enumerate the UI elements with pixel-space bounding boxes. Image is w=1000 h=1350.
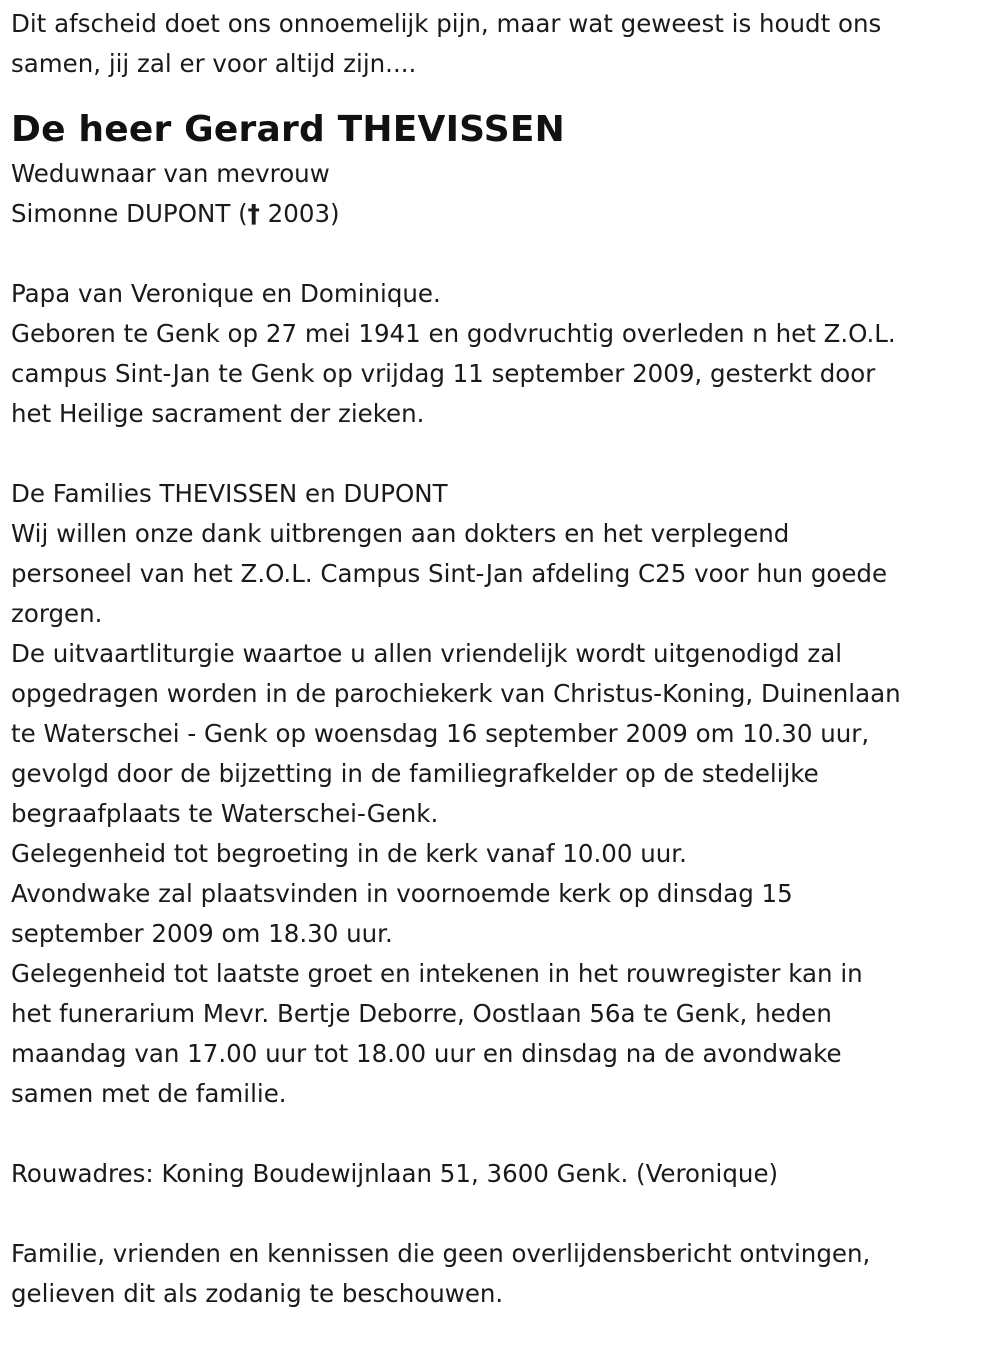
intro-line: Dit afscheid doet ons onnoemelijk pijn, maar wat geweest is houdt ons: [11, 9, 882, 38]
bio-line: Geboren te Genk op 27 mei 1941 en godvruchtig overleden n het Z.O.L.: [11, 319, 896, 348]
families-line: het funerarium Mevr. Bertje Deborre, Oostlaan 56a te Genk, heden: [11, 999, 832, 1028]
spouse-suffix: 2003): [259, 199, 340, 228]
spacer: [11, 1194, 990, 1234]
families-line: zorgen.: [11, 599, 103, 628]
spacer: [11, 434, 990, 474]
bio-line: campus Sint-Jan te Genk op vrijdag 11 september 2009, gesterkt door: [11, 359, 876, 388]
bio-line: Papa van Veronique en Dominique.: [11, 279, 441, 308]
bio-line: het Heilige sacrament der zieken.: [11, 399, 425, 428]
families-section: [11, 474, 990, 1114]
families-line: Wij willen onze dank uitbrengen aan dokters en het verplegend: [11, 519, 790, 548]
families-line: Gelegenheid tot begroeting in de kerk vanaf 10.00 uur.: [11, 839, 687, 868]
families-line: maandag van 17.00 uur tot 18.00 uur en dinsdag na de avondwake: [11, 1039, 842, 1068]
cross-icon: †: [247, 199, 260, 228]
families-line: De Families THEVISSEN en DUPONT: [11, 479, 448, 508]
spacer: [11, 234, 990, 274]
closing-line: gelieven dit als zodanig te beschouwen.: [11, 1279, 504, 1308]
families-line: samen met de familie.: [11, 1079, 287, 1108]
families-line: september 2009 om 18.30 uur.: [11, 919, 393, 948]
families-line: te Waterschei - Genk op woensdag 16 september 2009 om 10.30 uur,: [11, 719, 870, 748]
intro-quote: [11, 4, 990, 84]
spouse-prefix: Simonne DUPONT (: [11, 199, 248, 228]
families-line: Gelegenheid tot laatste groet en intekenen in het rouwregister kan in: [11, 959, 863, 988]
closing-line: Familie, vrienden en kennissen die geen overlijdensbericht ontvingen,: [11, 1239, 871, 1268]
families-line: personeel van het Z.O.L. Campus Sint-Jan afdeling C25 voor hun goede: [11, 559, 888, 588]
closing-section: [11, 1234, 990, 1314]
mourning-address: Rouwadres: Koning Boudewijnlaan 51, 3600 Genk. (Veronique): [11, 1159, 779, 1188]
deceased-name: De heer Gerard THEVISSEN: [11, 109, 565, 150]
bio-section: [11, 274, 990, 434]
families-line: Avondwake zal plaatsvinden in voornoemde kerk op dinsdag 15: [11, 879, 793, 908]
widower-line: Weduwnaar van mevrouw: [11, 159, 330, 188]
families-line: begraafplaats te Waterschei-Genk.: [11, 799, 439, 828]
families-line: gevolgd door de bijzetting in de familiegrafkelder op de stedelijke: [11, 759, 819, 788]
families-line: De uitvaartliturgie waartoe u allen vriendelijk wordt uitgenodigd zal: [11, 639, 843, 668]
families-line: opgedragen worden in de parochiekerk van Christus-Koning, Duinenlaan: [11, 679, 901, 708]
address-section: [11, 1154, 990, 1194]
intro-line: samen, jij zal er voor altijd zijn....: [11, 49, 417, 78]
spacer: [11, 1114, 990, 1154]
spouse-line: [11, 194, 990, 234]
